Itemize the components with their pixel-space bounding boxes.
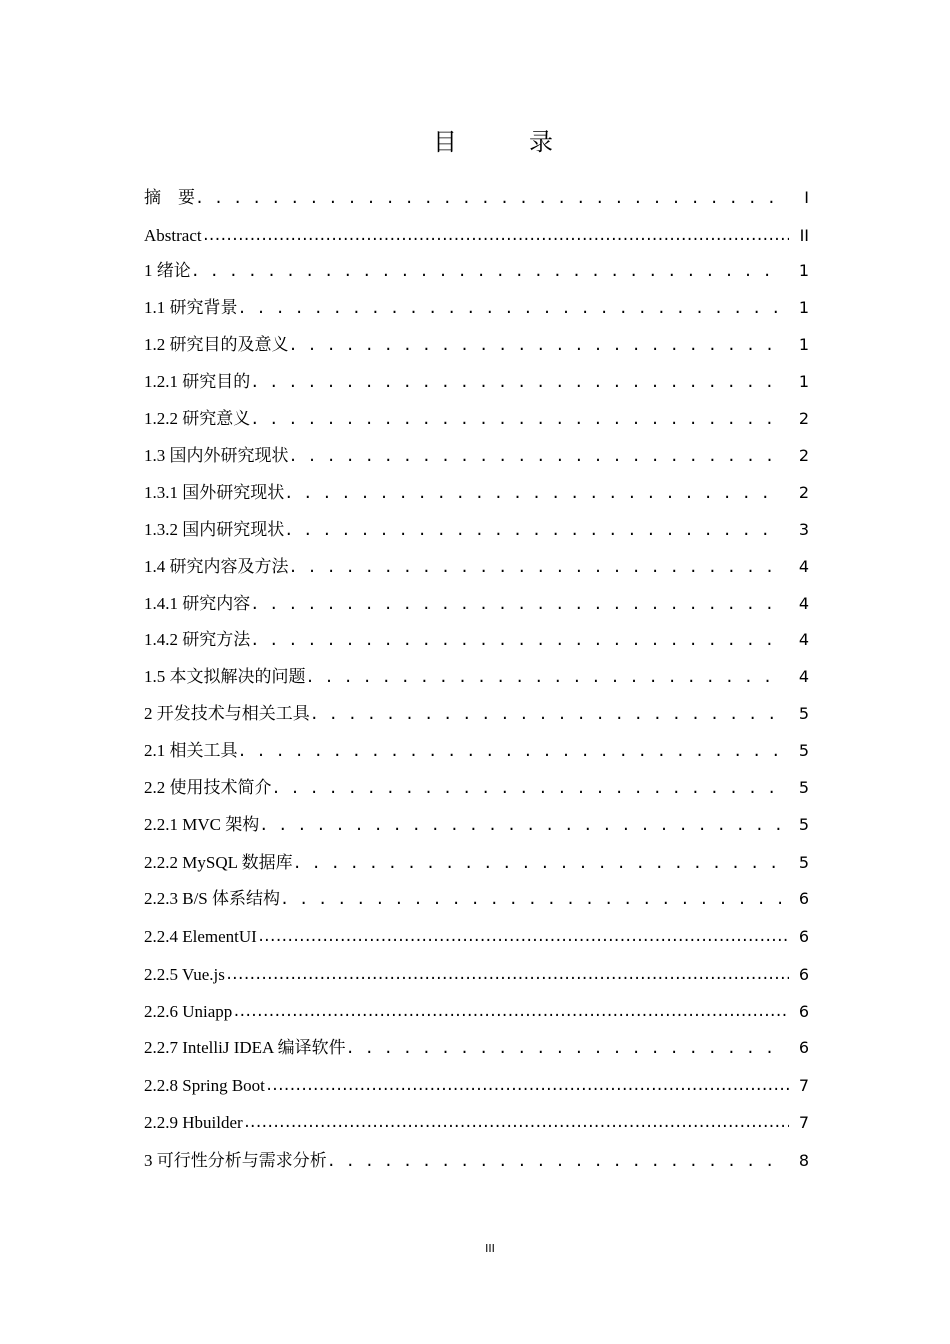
toc-entry[interactable] — [144, 518, 809, 542]
toc-entry-label: 1.3.2 国内研究现状 — [144, 520, 285, 539]
toc-entry[interactable] — [144, 481, 809, 505]
toc-entry-label: 1.2.2 研究意义 — [144, 409, 251, 428]
toc-dot-leader — [289, 333, 782, 357]
toc-entry-page-number: 5 — [798, 778, 809, 797]
toc-entry-label: 2.2.9 Hbuilder — [144, 1113, 243, 1132]
toc-entry[interactable] — [144, 739, 809, 763]
toc-entry-label: 1.4.1 研究内容 — [144, 594, 251, 613]
toc-entry-page-number: 2 — [798, 446, 809, 465]
toc-entry-label: 1.4 研究内容及方法 — [144, 557, 289, 576]
toc-entry-label: 2 开发技术与相关工具 — [144, 704, 310, 723]
toc-dot-leader — [195, 186, 781, 210]
toc-entry[interactable] — [144, 813, 809, 837]
toc-entry-label: 1 绪论 — [144, 261, 191, 280]
toc-entry-page-number: 6 — [798, 1038, 809, 1057]
toc-entry-label: 2.2.6 Uniapp — [144, 1002, 233, 1021]
toc-dot-leader — [272, 776, 782, 800]
toc-entry-page-number: I — [804, 188, 809, 207]
toc-entry-label: 2.2.8 Spring Boot — [144, 1076, 265, 1095]
toc-entry[interactable] — [144, 1074, 809, 1098]
toc-entry-page-number: 5 — [798, 853, 809, 872]
toc-entry-page-number: 7 — [798, 1113, 809, 1132]
toc-entry[interactable] — [144, 592, 809, 616]
toc-entry-page-number: 2 — [798, 409, 809, 428]
toc-entry-label: 1.3 国内外研究现状 — [144, 446, 289, 465]
toc-dot-leader — [202, 224, 789, 248]
toc-entry-page-number: 6 — [798, 889, 809, 908]
toc-entry[interactable] — [144, 665, 809, 689]
toc-entry-label: 1.5 本文拟解决的问题 — [144, 667, 306, 686]
toc-entry-page-number: 6 — [798, 965, 809, 984]
toc-entry-page-number: 2 — [798, 483, 809, 502]
toc-dot-leader — [259, 813, 781, 837]
toc-entry-page-number: 4 — [798, 594, 809, 613]
toc-dot-leader — [250, 370, 781, 394]
toc-entry-page-number: 1 — [798, 298, 809, 317]
toc-entry-label: 3 可行性分析与需求分析 — [144, 1151, 327, 1170]
toc-entry-label: 2.2.1 MVC 架构 — [144, 815, 260, 834]
toc-dot-leader — [243, 1111, 789, 1135]
toc-entry-label: 2.2.7 IntelliJ IDEA 编译软件 — [144, 1038, 346, 1057]
toc-entry[interactable] — [144, 407, 809, 431]
toc-entry-label: 1.2 研究目的及意义 — [144, 335, 289, 354]
toc-entry[interactable] — [144, 1036, 809, 1060]
toc-entry-page-number: 4 — [798, 667, 809, 686]
toc-entry-label: 2.2 使用技术简介 — [144, 778, 272, 797]
toc-dot-leader — [238, 296, 782, 320]
toc-entry[interactable] — [144, 296, 809, 320]
toc-dot-leader — [310, 702, 781, 726]
toc-entry-label: 2.2.3 B/S 体系结构 — [144, 889, 281, 908]
toc-entry[interactable] — [144, 776, 809, 800]
toc-dot-leader — [265, 1074, 789, 1098]
toc-entry[interactable] — [144, 370, 809, 394]
toc-entry-page-number: 8 — [798, 1151, 809, 1170]
toc-entry[interactable] — [144, 628, 809, 652]
toc-dot-leader — [284, 481, 781, 505]
toc-entry[interactable] — [144, 444, 809, 468]
toc-dot-leader — [289, 555, 782, 579]
toc-dot-leader — [327, 1149, 781, 1173]
page-title: 目 录 — [433, 128, 577, 156]
toc-entry[interactable] — [144, 1000, 809, 1024]
toc-entry-label: 2.2.4 ElementUI — [144, 927, 257, 946]
toc-entry[interactable] — [144, 851, 809, 875]
toc-entry-label: Abstract — [144, 226, 202, 245]
toc-entry[interactable] — [144, 555, 809, 579]
toc-dot-leader — [257, 925, 789, 949]
toc-entry-page-number: 3 — [798, 520, 809, 539]
toc-entry-page-number: 5 — [798, 704, 809, 723]
toc-dot-leader — [238, 739, 782, 763]
toc-dot-leader — [225, 963, 789, 987]
toc-dot-leader — [232, 1000, 789, 1024]
toc-entry[interactable] — [144, 925, 809, 949]
toc-entry[interactable] — [144, 963, 809, 987]
toc-entry-label: 2.1 相关工具 — [144, 741, 238, 760]
toc-dot-leader — [346, 1036, 781, 1060]
toc-dot-leader — [280, 887, 781, 911]
toc-entry-page-number: 6 — [798, 1002, 809, 1021]
toc-dot-leader — [289, 444, 782, 468]
toc-entry[interactable] — [144, 333, 809, 357]
toc-dot-leader — [250, 628, 781, 652]
toc-entry-page-number: 4 — [798, 557, 809, 576]
toc-entry[interactable] — [144, 186, 809, 210]
toc-entry-label: 2.2.2 MySQL 数据库 — [144, 853, 293, 872]
toc-entry[interactable] — [144, 224, 809, 248]
toc-entry[interactable] — [144, 887, 809, 911]
toc-entry-page-number: 5 — [798, 815, 809, 834]
toc-entry[interactable] — [144, 1149, 809, 1173]
toc-entry[interactable] — [144, 259, 809, 283]
toc-entry-page-number: 1 — [798, 372, 809, 391]
toc-entry-page-number: 4 — [798, 630, 809, 649]
toc-entry-page-number: 6 — [798, 927, 809, 946]
toc-entry-page-number: 7 — [798, 1076, 809, 1095]
toc-dot-leader — [306, 665, 782, 689]
toc-entry[interactable] — [144, 1111, 809, 1135]
toc-entry-page-number: II — [799, 226, 809, 245]
toc-entry[interactable] — [144, 702, 809, 726]
toc-entry-label: 1.4.2 研究方法 — [144, 630, 251, 649]
toc-entry-page-number: 1 — [798, 335, 809, 354]
toc-entry-label: 1.2.1 研究目的 — [144, 372, 251, 391]
toc-entry-label: 1.3.1 国外研究现状 — [144, 483, 285, 502]
toc-entry-page-number: 1 — [798, 261, 809, 280]
toc-dot-leader — [250, 407, 781, 431]
toc-dot-leader — [250, 592, 781, 616]
toc-dot-leader — [284, 518, 781, 542]
page-footer-number: III — [485, 1242, 495, 1255]
toc-entry-page-number: 5 — [798, 741, 809, 760]
toc-entry-label: 1.1 研究背景 — [144, 298, 238, 317]
toc-dot-leader — [293, 851, 781, 875]
toc-entry-label: 2.2.5 Vue.js — [144, 965, 225, 984]
toc-entry-label: 摘 要 — [144, 188, 195, 207]
toc-dot-leader — [191, 259, 781, 283]
